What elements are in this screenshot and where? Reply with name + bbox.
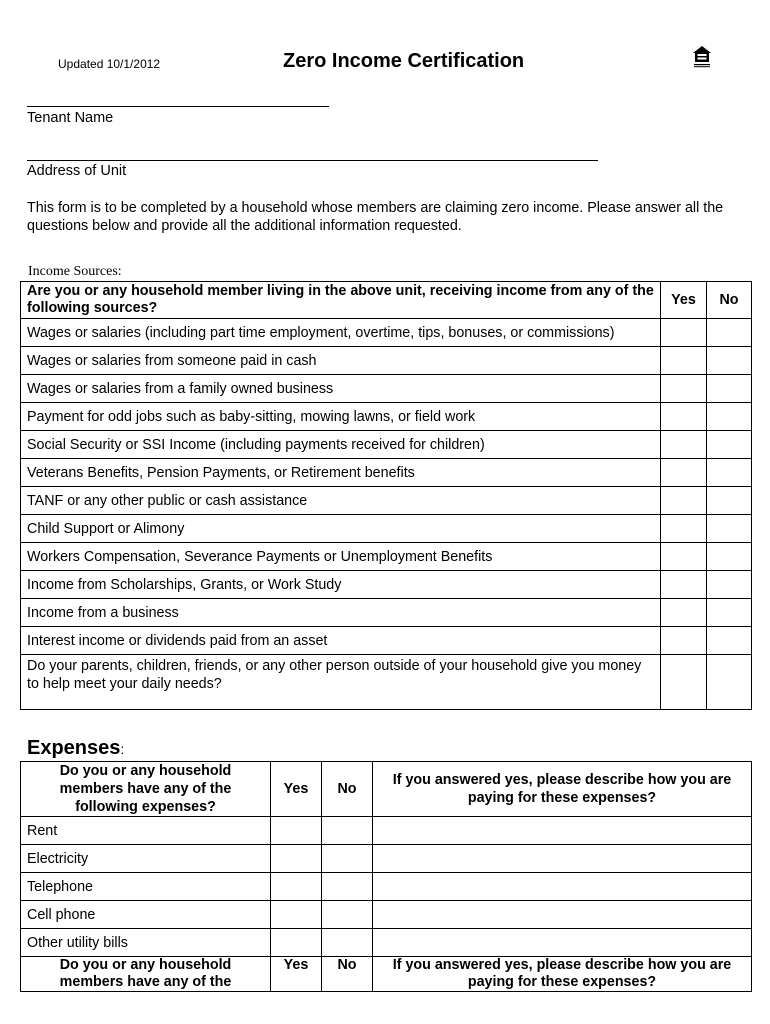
no-cell[interactable] — [707, 403, 752, 431]
yes-cell[interactable] — [271, 873, 322, 901]
table-row — [21, 571, 752, 599]
table-row — [21, 845, 752, 873]
income-source: Do your parents, children, friends, or any other person outside of your household give you money to help meet your daily needs? — [21, 655, 661, 710]
no-cell[interactable] — [322, 901, 373, 929]
no-cell[interactable] — [707, 431, 752, 459]
describe-cell[interactable] — [373, 873, 752, 901]
expense-item: Electricity — [21, 845, 271, 873]
tenant-name-label: Tenant Name — [27, 110, 114, 126]
no-cell[interactable] — [707, 599, 752, 627]
income-source: Wages or salaries from someone paid in cash — [21, 347, 661, 375]
no-cell[interactable] — [707, 515, 752, 543]
yes-cell[interactable] — [661, 487, 707, 515]
income-yes-header: Yes — [661, 282, 707, 319]
expenses-no-header: No — [322, 762, 373, 817]
table-row — [21, 431, 752, 459]
describe-cell[interactable] — [373, 845, 752, 873]
expenses-heading — [27, 737, 124, 760]
income-source: Veterans Benefits, Pension Payments, or Retirement benefits — [21, 459, 661, 487]
address-label: Address of Unit — [27, 163, 127, 179]
income-sources-label: Income Sources: — [28, 264, 122, 279]
income-source: Interest income or dividends paid from an asset — [21, 627, 661, 655]
table-row — [21, 901, 752, 929]
equal-housing-opportunity-icon — [692, 45, 712, 69]
table-row — [21, 543, 752, 571]
page-title: Zero Income Certification — [283, 50, 525, 72]
expense-item: Telephone — [21, 873, 271, 901]
table-row — [21, 487, 752, 515]
no-cell[interactable] — [707, 319, 752, 347]
yes-cell[interactable] — [661, 431, 707, 459]
income-source: Wages or salaries from a family owned business — [21, 375, 661, 403]
yes-cell[interactable] — [661, 459, 707, 487]
tenant-name-line[interactable] — [27, 106, 329, 107]
describe-cell[interactable] — [373, 929, 752, 957]
yes-cell[interactable] — [271, 817, 322, 845]
expense-item: Other utility bills — [21, 929, 271, 957]
yes-cell[interactable] — [271, 929, 322, 957]
table-row — [21, 929, 752, 957]
yes-cell[interactable] — [661, 515, 707, 543]
no-cell[interactable] — [707, 543, 752, 571]
no-cell[interactable] — [322, 873, 373, 901]
yes-cell[interactable] — [661, 319, 707, 347]
no-cell[interactable] — [707, 375, 752, 403]
intro-text: This form is to be completed by a household whose members are claiming zero income. Please answer all the questions below and provide all the additional information requested. — [27, 200, 724, 234]
table-row — [21, 375, 752, 403]
income-source: Payment for odd jobs such as baby-sitting, mowing lawns, or field work — [21, 403, 661, 431]
table-row — [21, 403, 752, 431]
income-source: TANF or any other public or cash assistance — [21, 487, 661, 515]
address-line[interactable] — [27, 160, 598, 161]
describe-cell[interactable] — [373, 817, 752, 845]
yes-cell[interactable] — [661, 655, 707, 710]
yes-cell[interactable] — [661, 627, 707, 655]
no-cell[interactable] — [707, 627, 752, 655]
income-no-header: No — [707, 282, 752, 319]
updated-date: Updated 10/1/2012 — [58, 57, 161, 71]
no-cell[interactable] — [322, 817, 373, 845]
expenses-no-header-repeat: No — [322, 957, 373, 992]
table-row — [21, 599, 752, 627]
expense-item: Cell phone — [21, 901, 271, 929]
describe-cell[interactable] — [373, 901, 752, 929]
expenses-colon: : — [120, 741, 125, 757]
yes-cell[interactable] — [271, 901, 322, 929]
income-source: Child Support or Alimony — [21, 515, 661, 543]
expenses-question: Do you or any household members have any of the following expenses? — [21, 762, 271, 817]
income-question: Are you or any household member living in the above unit, receiving income from any of the following sources? — [21, 282, 661, 319]
expense-item: Rent — [21, 817, 271, 845]
yes-cell[interactable] — [661, 403, 707, 431]
expenses-title: Expenses — [27, 737, 121, 759]
table-row — [21, 655, 752, 710]
table-row — [21, 515, 752, 543]
income-table — [20, 281, 752, 710]
no-cell[interactable] — [707, 655, 752, 710]
table-row — [21, 459, 752, 487]
table-row — [21, 817, 752, 845]
expenses-table — [20, 761, 752, 992]
income-source: Income from a business — [21, 599, 661, 627]
no-cell[interactable] — [322, 845, 373, 873]
no-cell[interactable] — [707, 347, 752, 375]
yes-cell[interactable] — [661, 599, 707, 627]
expenses-describe-header: If you answered yes, please describe how you are paying for these expenses? — [373, 762, 752, 817]
no-cell[interactable] — [707, 571, 752, 599]
income-source: Workers Compensation, Severance Payments or Unemployment Benefits — [21, 543, 661, 571]
yes-cell[interactable] — [661, 375, 707, 403]
income-source: Social Security or SSI Income (including payments received for children) — [21, 431, 661, 459]
expenses-yes-header: Yes — [271, 762, 322, 817]
yes-cell[interactable] — [661, 347, 707, 375]
expenses-describe-header-repeat: If you answered yes, please describe how you are paying for these expenses? — [373, 957, 752, 992]
income-source: Income from Scholarships, Grants, or Work Study — [21, 571, 661, 599]
yes-cell[interactable] — [661, 543, 707, 571]
no-cell[interactable] — [707, 487, 752, 515]
yes-cell[interactable] — [271, 845, 322, 873]
table-row — [21, 347, 752, 375]
table-row — [21, 873, 752, 901]
no-cell[interactable] — [707, 459, 752, 487]
yes-cell[interactable] — [661, 571, 707, 599]
income-source: Wages or salaries (including part time employment, overtime, tips, bonuses, or commissions) — [21, 319, 661, 347]
table-row — [21, 627, 752, 655]
expenses-question-repeat: Do you or any household members have any of the — [21, 957, 271, 992]
no-cell[interactable] — [322, 929, 373, 957]
expenses-yes-header-repeat: Yes — [271, 957, 322, 992]
table-row — [21, 319, 752, 347]
